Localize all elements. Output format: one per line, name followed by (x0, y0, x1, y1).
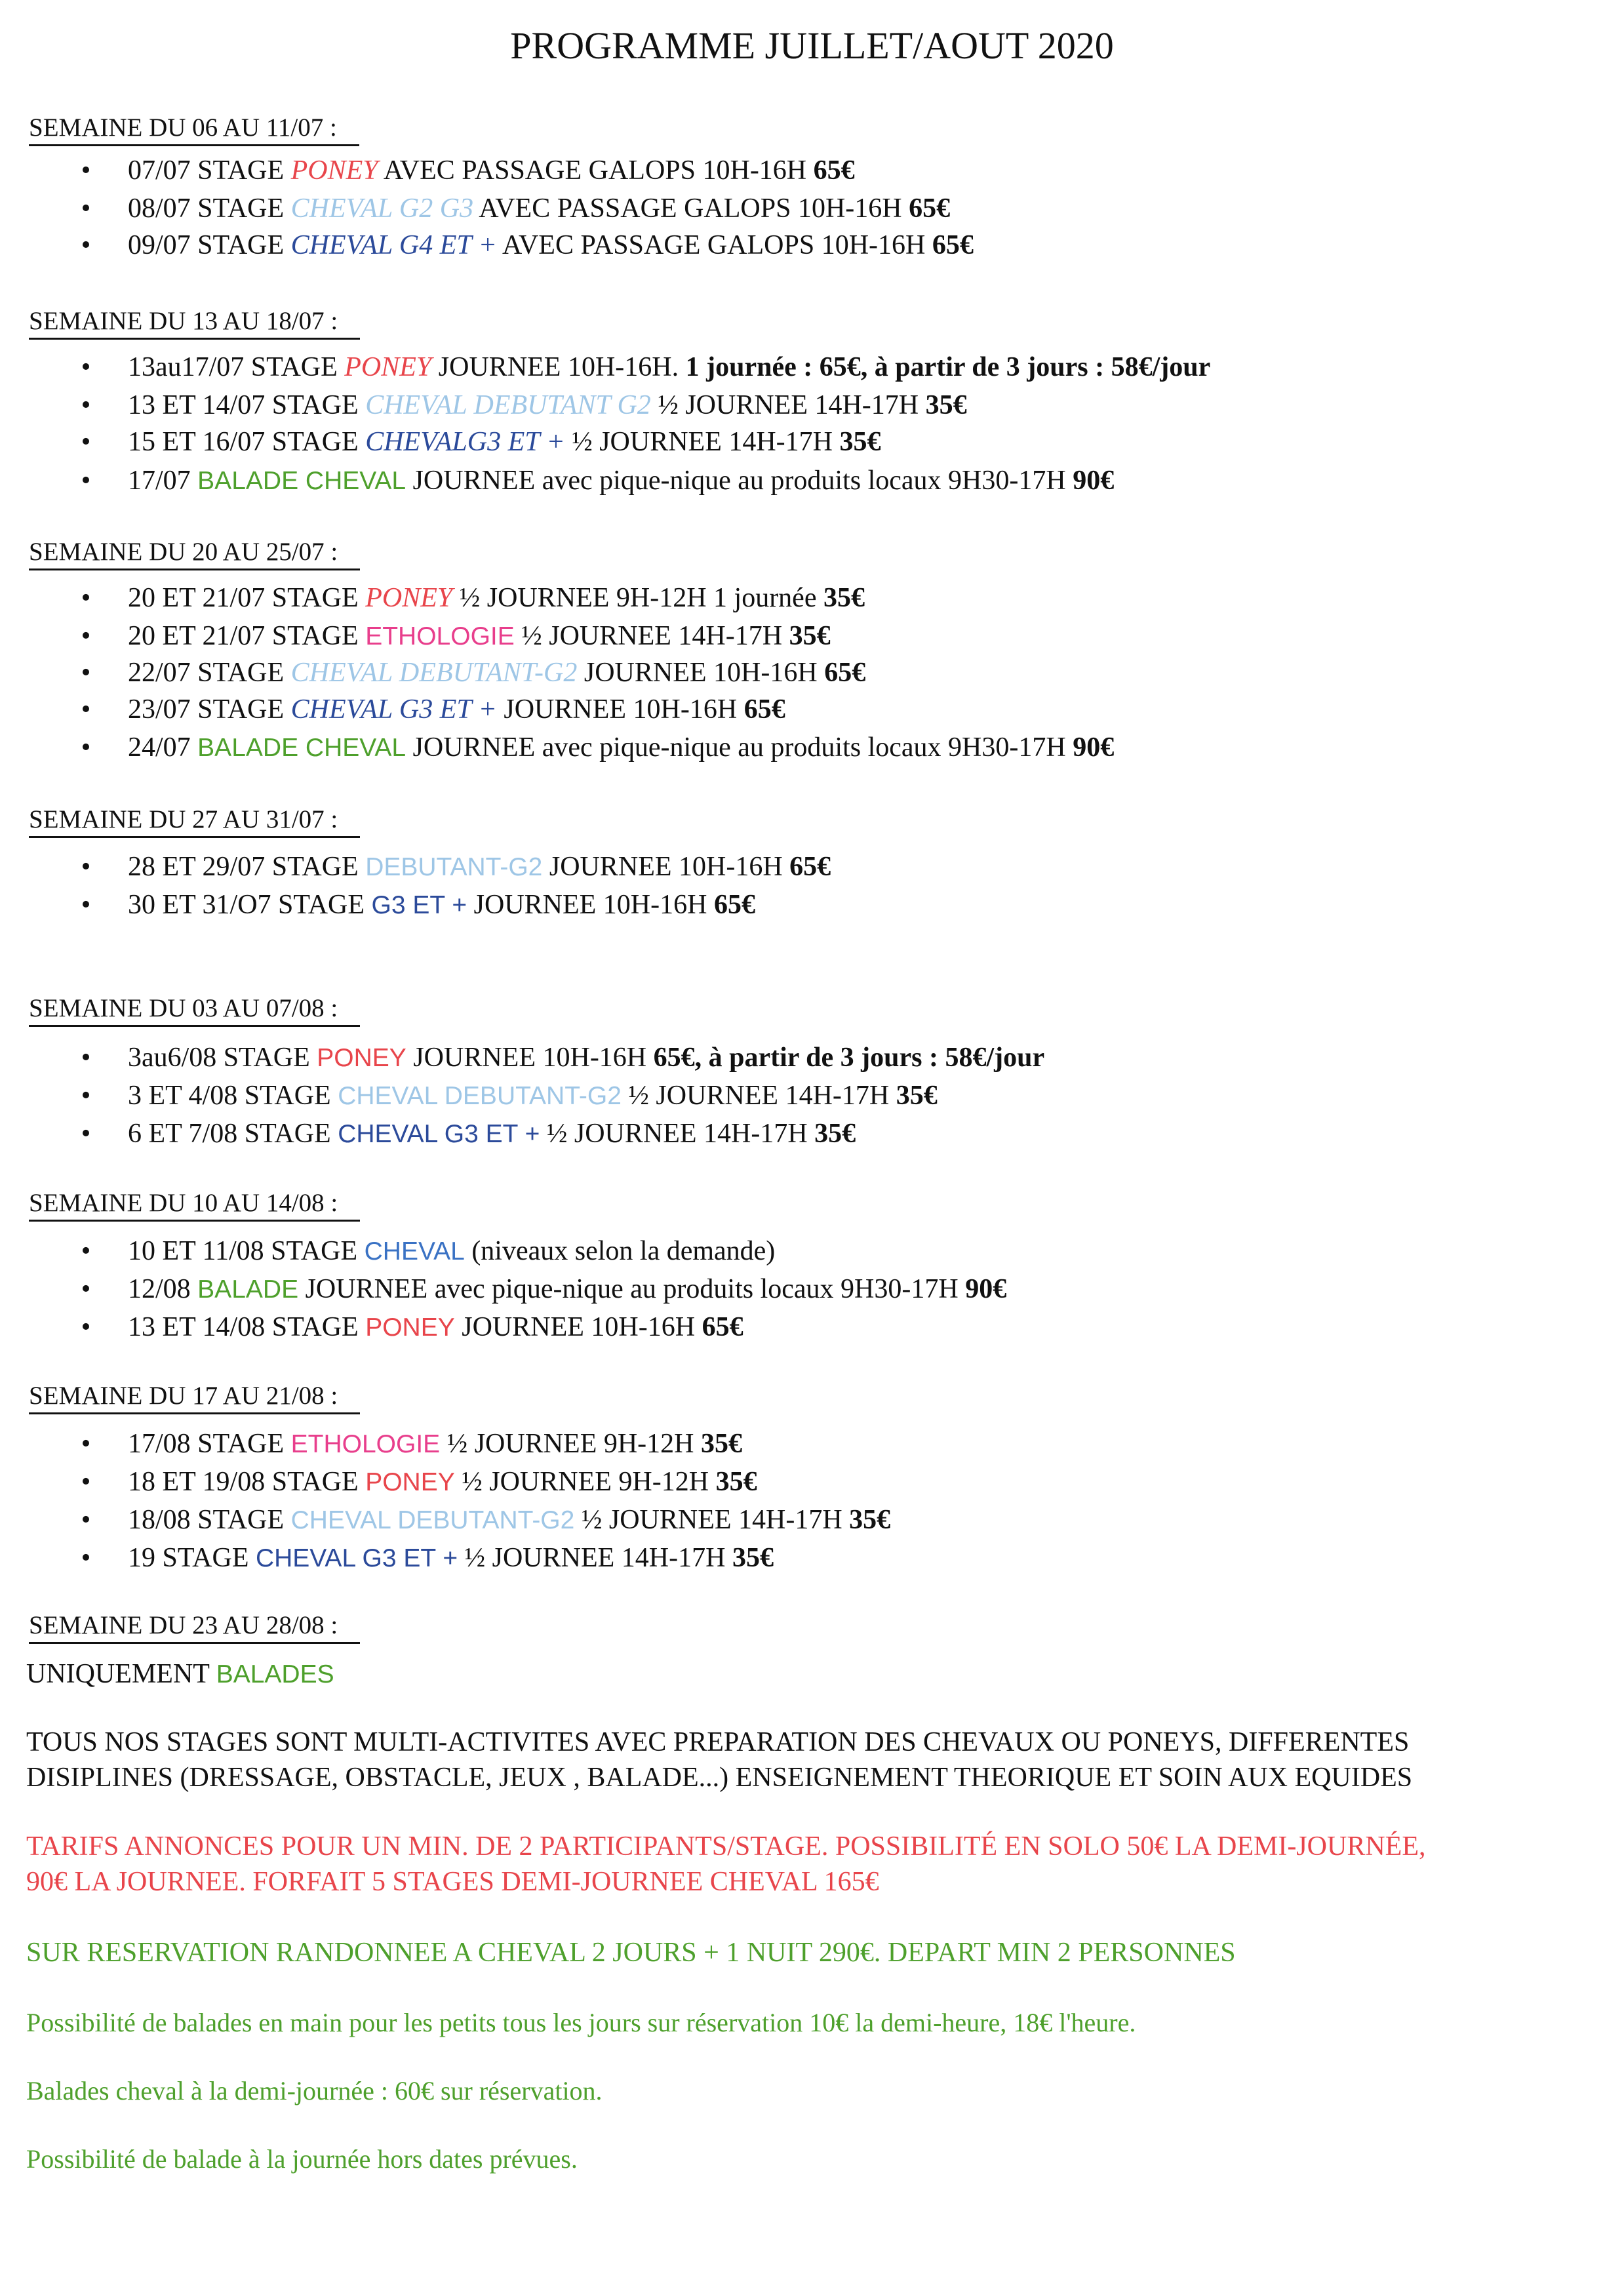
item-text: 15 ET 16/07 STAGE (128, 427, 366, 457)
item-text: 13au17/07 STAGE (128, 352, 345, 382)
bullet-icon: • (81, 352, 91, 382)
item-text: 20 ET 21/07 STAGE (128, 583, 366, 613)
list-item-text (128, 654, 865, 692)
item-text: ½ JOURNEE 14H-17H (574, 1505, 850, 1535)
bullet-icon: • (81, 466, 91, 496)
item-text: ½ JOURNEE 9H-12H (454, 1467, 716, 1497)
activity-label: CHEVALG3 ET + (365, 427, 565, 457)
bullet-icon: • (81, 583, 91, 613)
item-text: 07/07 STAGE (128, 155, 291, 186)
item-text: ½ JOURNEE 14H-17H (458, 1543, 732, 1573)
price-text: 35€ (839, 427, 881, 457)
item-text: 28 ET 29/07 STAGE (128, 852, 366, 882)
price-text: 1 journée : 65€, à partir de 3 jours : 58€/jour (685, 352, 1211, 382)
item-text: 19 STAGE (128, 1543, 256, 1573)
item-text: (niveaux selon la demande) (464, 1236, 776, 1266)
note-line: SUR RESERVATION RANDONNEE A CHEVAL 2 JOURS + 1 NUIT 290€. DEPART MIN 2 PERSONNES (26, 1938, 1236, 1968)
bullet-icon: • (81, 694, 91, 725)
bullet-icon: • (81, 427, 91, 457)
activity-label: CHEVAL DEBUTANT G2 (365, 390, 651, 420)
bullet-icon: • (81, 1505, 91, 1535)
note-line: DISIPLINES (DRESSAGE, OBSTACLE, JEUX , BALADE...) ENSEIGNEMENT THEORIQUE ET SOIN AUX EQUIDES (26, 1763, 1413, 1793)
activity-label: PONEY (365, 1468, 455, 1496)
item-text: 30 ET 31/O7 STAGE (128, 890, 372, 920)
activity-label: BALADE CHEVAL (197, 734, 406, 762)
list-item-text (128, 1463, 757, 1502)
item-text: 3 ET 4/08 STAGE (128, 1081, 338, 1111)
item-text: ½ JOURNEE 14H-17H (650, 390, 926, 420)
bullet-icon: • (81, 1429, 91, 1459)
note-line: TARIFS ANNONCES POUR UN MIN. DE 2 PARTICIPANTS/STAGE. POSSIBILITÉ EN SOLO 50€ LA DEMI-JOURNÉE, (26, 1831, 1426, 1862)
activity-label: ETHOLOGIE (365, 622, 515, 650)
price-text: 65€ (932, 230, 974, 260)
bullet-icon: • (81, 1543, 91, 1573)
list-item-text (128, 462, 1114, 500)
item-text: 22/07 STAGE (128, 658, 291, 688)
activity-label: CHEVAL G4 ET + (290, 230, 497, 260)
list-item-text (128, 1270, 1006, 1309)
item-text: JOURNEE 10H-16H (577, 658, 825, 688)
item-text: ½ JOURNEE 9H-12H 1 journée (452, 583, 823, 613)
bullet-icon: • (81, 230, 91, 260)
week-heading: SEMAINE DU 10 AU 14/08 : (29, 1187, 360, 1222)
item-text: ½ JOURNEE 14H-17H (514, 621, 789, 651)
list-item-text (128, 728, 1114, 767)
activity-label: CHEVAL (364, 1237, 465, 1266)
list-item-text (128, 386, 967, 424)
list-item-text (128, 1077, 938, 1115)
week-heading: SEMAINE DU 17 AU 21/08 : (29, 1380, 360, 1414)
list-item-text (128, 1115, 856, 1153)
note-line: Possibilité de balades en main pour les petits tous les jours sur réservation 10€ la demi-heure, 18€ l'heure. (26, 2008, 1136, 2037)
activity-label: PONEY (365, 1313, 455, 1342)
bullet-icon: • (81, 658, 91, 688)
week-heading: SEMAINE DU 27 AU 31/07 : (29, 803, 360, 838)
list-item-text (128, 886, 755, 925)
bullet-icon: • (81, 193, 91, 224)
item-text: JOURNEE 10H-16H (496, 694, 744, 725)
list-item-text (128, 1308, 743, 1347)
item-text: JOURNEE avec pique-nique au produits locaux 9H30-17H (406, 466, 1073, 496)
price-text: 90€ (1073, 466, 1115, 496)
price-text: 35€ (925, 390, 967, 420)
item-text: 13 ET 14/07 STAGE (128, 390, 366, 420)
item-text: ½ JOURNEE 14H-17H (564, 427, 840, 457)
item-text: 12/08 (128, 1274, 198, 1304)
item-text: ½ JOURNEE 14H-17H (621, 1081, 896, 1111)
list-item-text (128, 348, 1210, 386)
bullet-icon: • (81, 732, 91, 763)
list-item-text (128, 1501, 890, 1540)
item-text: 08/07 STAGE (128, 193, 291, 224)
item-text: JOURNEE avec pique-nique au produits locaux 9H30-17H (298, 1274, 966, 1304)
price-text: 35€ (732, 1543, 774, 1573)
activity-label: CHEVAL G3 ET + (290, 694, 497, 725)
price-text: 90€ (1073, 732, 1115, 763)
price-text: 65€ (743, 694, 785, 725)
item-text: 17/08 STAGE (128, 1429, 291, 1459)
activity-label: CHEVAL G3 ET + (255, 1544, 458, 1572)
note-line: 90€ LA JOURNEE. FORFAIT 5 STAGES DEMI-JOURNEE CHEVAL 165€ (26, 1867, 879, 1897)
list-item-text (128, 190, 950, 228)
item-text: 23/07 STAGE (128, 694, 291, 725)
week-heading: SEMAINE DU 13 AU 18/07 : (29, 305, 360, 340)
activity-label: CHEVAL G3 ET + (338, 1120, 540, 1148)
item-text: 18 ET 19/08 STAGE (128, 1467, 366, 1497)
bullet-icon: • (81, 1274, 91, 1304)
activity-label: PONEY (365, 583, 453, 613)
activity-label: ETHOLOGIE (290, 1430, 441, 1458)
price-text: 65€ (909, 193, 951, 224)
activity-label: PONEY (344, 352, 432, 382)
item-text: JOURNEE 10H-16H (467, 890, 714, 920)
item-text: JOURNEE 10H-16H (454, 1312, 702, 1342)
item-text: 10 ET 11/08 STAGE (128, 1236, 365, 1266)
bullet-icon: • (81, 621, 91, 651)
price-text: 35€ (715, 1467, 757, 1497)
item-text: UNIQUEMENT (26, 1659, 216, 1689)
list-item-text (128, 226, 974, 264)
item-text: 24/07 (128, 732, 198, 763)
activity-label: BALADE (197, 1275, 299, 1304)
price-text: 35€ (849, 1505, 891, 1535)
item-text: AVEC PASSAGE GALOPS 10H-16H (496, 230, 932, 260)
balades-only-line (26, 1656, 334, 1692)
activity-label: CHEVAL DEBUTANT-G2 (290, 658, 578, 688)
bullet-icon: • (81, 1236, 91, 1266)
activity-label: PONEY (290, 155, 378, 186)
price-text: 90€ (965, 1274, 1007, 1304)
list-item-text (128, 423, 881, 461)
list-item-text (128, 848, 831, 887)
item-text: JOURNEE avec pique-nique au produits locaux 9H30-17H (406, 732, 1073, 763)
week-heading: SEMAINE DU 03 AU 07/08 : (29, 992, 360, 1027)
list-item-text (128, 690, 785, 728)
price-text: 65€, à partir de 3 jours : 58€/jour (653, 1043, 1045, 1073)
item-text: JOURNEE 10H-16H (406, 1043, 654, 1073)
note-line: Possibilité de balade à la journée hors dates prévues. (26, 2144, 578, 2174)
bullet-icon: • (81, 1312, 91, 1342)
bullet-icon: • (81, 155, 91, 186)
list-item-text (128, 579, 865, 617)
bullet-icon: • (81, 1043, 91, 1073)
week-heading: SEMAINE DU 06 AU 11/07 : (29, 111, 359, 146)
price-text: 65€ (702, 1312, 743, 1342)
item-text: 09/07 STAGE (128, 230, 291, 260)
item-text: AVEC PASSAGE GALOPS 10H-16H (378, 155, 814, 186)
item-text: ½ JOURNEE 9H-12H (440, 1429, 701, 1459)
bullet-icon: • (81, 390, 91, 420)
item-text: 13 ET 14/08 STAGE (128, 1312, 366, 1342)
item-text: 17/07 (128, 466, 198, 496)
price-text: 65€ (813, 155, 855, 186)
bullet-icon: • (81, 1081, 91, 1111)
activity-label: PONEY (317, 1044, 406, 1072)
price-text: 35€ (823, 583, 865, 613)
activity-label: CHEVAL DEBUTANT-G2 (290, 1506, 575, 1534)
activity-label: G3 ET + (371, 891, 467, 919)
item-text: AVEC PASSAGE GALOPS 10H-16H (473, 193, 909, 224)
price-text: 65€ (824, 658, 866, 688)
item-text: JOURNEE 10H-16H. (431, 352, 686, 382)
list-item-text (128, 1232, 775, 1271)
item-text: 6 ET 7/08 STAGE (128, 1119, 338, 1149)
bullet-icon: • (81, 1119, 91, 1149)
note-line: TOUS NOS STAGES SONT MULTI-ACTIVITES AVEC PREPARATION DES CHEVAUX OU PONEYS, DIFFERENTES (26, 1727, 1410, 1757)
activity-label: CHEVAL DEBUTANT-G2 (338, 1082, 622, 1110)
week-heading: SEMAINE DU 23 AU 28/08 : (29, 1609, 360, 1644)
activity-label: BALADE CHEVAL (197, 467, 406, 495)
list-item-text (128, 1039, 1044, 1077)
list-item-text (128, 151, 855, 190)
bullet-icon: • (81, 890, 91, 920)
activity-label: CHEVAL G2 G3 (290, 193, 474, 224)
price-text: 65€ (789, 852, 831, 882)
activity-label: BALADES (216, 1660, 334, 1688)
price-text: 35€ (896, 1081, 938, 1111)
item-text: 3au6/08 STAGE (128, 1043, 317, 1073)
page-title: PROGRAMME JUILLET/AOUT 2020 (510, 24, 1114, 67)
price-text: 35€ (789, 621, 831, 651)
item-text: ½ JOURNEE 14H-17H (540, 1119, 815, 1149)
bullet-icon: • (81, 852, 91, 882)
list-item-text (128, 1539, 774, 1578)
note-line: Balades cheval à la demi-journée : 60€ sur réservation. (26, 2076, 603, 2105)
price-text: 35€ (701, 1429, 742, 1459)
item-text: 18/08 STAGE (128, 1505, 291, 1535)
bullet-icon: • (81, 1467, 91, 1497)
item-text: 20 ET 21/07 STAGE (128, 621, 366, 651)
activity-label: DEBUTANT-G2 (365, 853, 543, 881)
price-text: 35€ (814, 1119, 856, 1149)
week-heading: SEMAINE DU 20 AU 25/07 : (29, 536, 360, 570)
item-text: JOURNEE 10H-16H (542, 852, 790, 882)
list-item-text (128, 1425, 742, 1464)
list-item-text (128, 617, 831, 656)
price-text: 65€ (713, 890, 755, 920)
